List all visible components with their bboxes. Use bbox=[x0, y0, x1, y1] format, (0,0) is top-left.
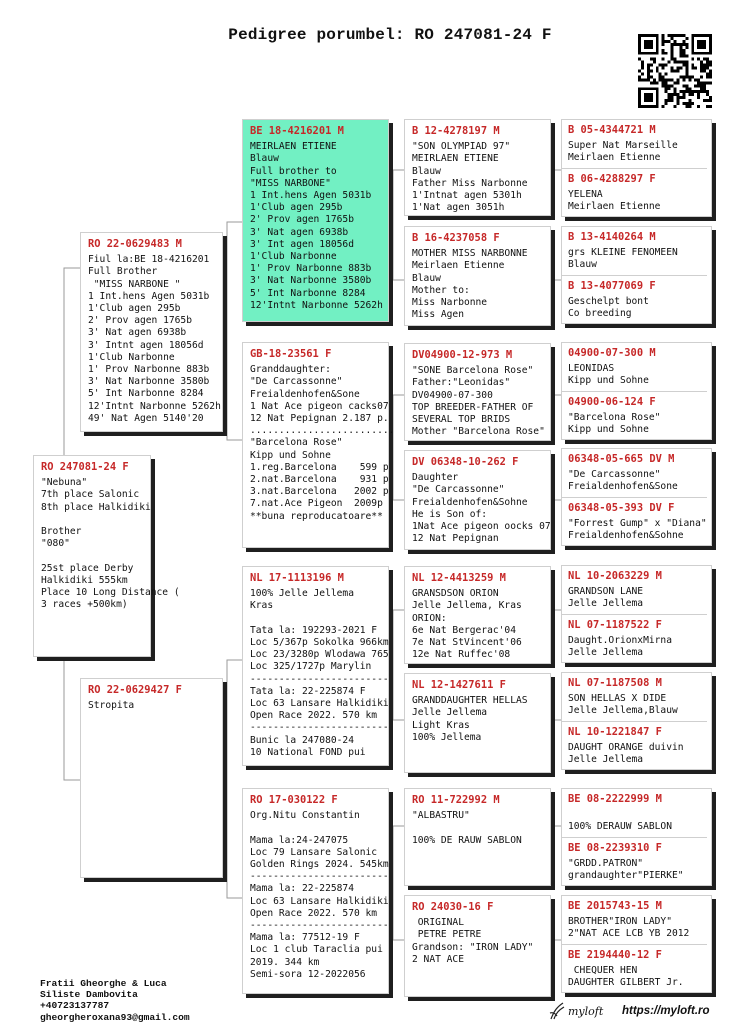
ring-number: RO 24030-16 F bbox=[412, 901, 494, 913]
pedigree-note-line: 3' Nat Narbonne 3580b bbox=[250, 275, 372, 287]
pedigree-note-line: Granddaughter: bbox=[250, 364, 331, 376]
pedigree-note-line: Halkidiki 555km bbox=[41, 574, 128, 586]
pedigree-note-line: Jelle Jellema, Kras bbox=[412, 600, 522, 612]
pedigree-note-line: 10 National FOND pui bbox=[250, 746, 366, 758]
gen5-top-entry[interactable] bbox=[568, 570, 707, 611]
ring-number: BE 08-2222999 M bbox=[568, 793, 662, 805]
gen5-bottom-entry[interactable] bbox=[562, 497, 707, 543]
pedigree-note-line: Meirlaen Etienne bbox=[568, 152, 661, 164]
pedigree-note-line: Loc 63 Lansare Halkidiki bbox=[250, 698, 389, 710]
ring-number: BE 2015743-15 M bbox=[568, 900, 662, 912]
pedigree-note-line: 7.nat.Ace Pigeon 2009p bbox=[250, 498, 383, 510]
pedigree-note-line: 12 Nat Pepignan 2.187 p. bbox=[250, 413, 389, 425]
pedigree-note-line: 1Nat Ace pigeon oocks 07 bbox=[412, 521, 551, 533]
pedigree-note-line: 1'Club agen 295b bbox=[88, 303, 181, 315]
ring-number: 06348-05-393 DV F bbox=[568, 502, 675, 514]
pedigree-note-line: Loc 1 club Taraclia pui bbox=[250, 944, 383, 956]
breeder-contact bbox=[40, 978, 190, 1023]
pedigree-note-line: Kipp und Sohne bbox=[250, 449, 331, 461]
pedigree-note-line: Tata la: 22-225874 F bbox=[250, 685, 366, 697]
pedigree-note-line: Light Kras bbox=[412, 719, 470, 731]
ring-number: 04900-07-300 M bbox=[568, 347, 656, 359]
pedigree-note-line: CHEQUER HEN bbox=[568, 965, 638, 977]
pedigree-note-line: Jelle Jellema bbox=[568, 754, 644, 766]
myloft-branding bbox=[548, 1000, 722, 1022]
pedigree-note-line: 12e Nat Ruffec'08 bbox=[412, 649, 511, 661]
pedigree-note-line: Loc 23/3280p Wlodawa 765 bbox=[250, 649, 389, 661]
ring-number: RO 17-030122 F bbox=[250, 794, 338, 806]
pedigree-note-line: 2 NAT ACE bbox=[412, 953, 464, 965]
pedigree-note-line: MEIRLAEN ETIENE bbox=[412, 153, 499, 165]
pedigree-note-line: 12'Intnt Narbonne 5262h bbox=[250, 299, 383, 311]
pedigree-note-line: 100% DE RAUW SABLON bbox=[412, 834, 522, 846]
page-title: Pedigree porumbel: RO 247081-24 F bbox=[228, 26, 552, 44]
pedigree-note-line: Jelle Jellema,Blauw bbox=[568, 705, 678, 717]
pedigree-note-line: Jelle Jellema bbox=[568, 647, 644, 659]
pedigree-note-line: 3.nat.Barcelona 2002 p bbox=[250, 486, 389, 498]
pedigree-note-line: Mother "Barcelona Rose" bbox=[412, 426, 545, 438]
gen5-bottom-entry[interactable] bbox=[562, 614, 707, 660]
pedigree-note-line: DAUGHT ORANGE duivin bbox=[568, 742, 684, 754]
pedigree-note-line: Freialdenhofen&Sohne bbox=[412, 496, 528, 508]
pedigree-note-line: Jelle Jellema bbox=[412, 707, 488, 719]
pedigree-note-line: Daughter bbox=[412, 472, 459, 484]
pedigree-note-line: Blauw bbox=[250, 153, 279, 165]
pedigree-note-line: 1'Club Narbonne bbox=[88, 351, 175, 363]
pedigree-box-gen4-1[interactable] bbox=[404, 119, 551, 216]
pedigree-note-line: 2.nat.Barcelona 931 p bbox=[250, 474, 389, 486]
pedigree-note-line: grandaughter"PIERKE" bbox=[568, 870, 684, 882]
pedigree-note-line: Semi-sora 12-2022056 bbox=[250, 968, 366, 980]
breeder-phone: +40723137787 bbox=[40, 1000, 110, 1012]
pedigree-note-line: GRANSDSON ORION bbox=[412, 588, 499, 600]
pedigree-note-line: Meirlaen Etienne bbox=[568, 201, 661, 213]
pedigree-note-line: ------------------------ bbox=[250, 920, 389, 932]
pedigree-note-line: Mother to: bbox=[412, 284, 470, 296]
pedigree-note-line: "Nebuna" bbox=[41, 477, 88, 489]
pedigree-note-line: Daught.OrionxMirna bbox=[568, 635, 672, 647]
pedigree-note-line: Full Brother bbox=[88, 266, 158, 278]
pedigree-box-gen4-7[interactable] bbox=[404, 788, 551, 886]
ring-number: NL 07-1187522 F bbox=[568, 619, 662, 631]
gen5-top-entry[interactable] bbox=[568, 231, 707, 272]
pedigree-note-line bbox=[412, 822, 544, 834]
pedigree-note-line: 2"NAT ACE LCB YB 2012 bbox=[568, 928, 690, 940]
pedigree-box-ss[interactable] bbox=[242, 119, 389, 322]
ring-number: BE 18-4216201 M bbox=[250, 125, 344, 137]
pedigree-note-line: Org.Nitu Constantin bbox=[250, 810, 360, 822]
pedigree-note-line: TOP BREEDER-FATHER OF bbox=[412, 401, 534, 413]
pedigree-note-line: 2019. 344 km bbox=[250, 956, 320, 968]
gen5-bottom-entry[interactable] bbox=[562, 837, 707, 883]
pedigree-note-line: "SON OLYMPIAD 97" bbox=[412, 141, 511, 153]
gen5-top-entry[interactable] bbox=[568, 677, 707, 718]
pedigree-note-line: "MISS NARBONE" bbox=[250, 177, 331, 189]
pedigree-note-line: Full brother to bbox=[250, 165, 337, 177]
breeder-email[interactable]: gheorgheroxana93@gmail.com bbox=[40, 1011, 190, 1023]
pedigree-note-line: 1' Prov Narbonne 883b bbox=[250, 263, 372, 275]
pedigree-note-line: ORIGINAL bbox=[412, 917, 464, 929]
pedigree-note-line bbox=[250, 613, 382, 625]
pedigree-note-line: Freialdenhofen&Sone bbox=[250, 388, 360, 400]
myloft-url-link[interactable]: https://myloft.ro bbox=[622, 1005, 710, 1017]
ring-number: RO 247081-24 F bbox=[41, 461, 129, 473]
pedigree-box-subject[interactable] bbox=[33, 455, 180, 657]
pedigree-box-gen5-pair-2[interactable] bbox=[561, 226, 712, 324]
pedigree-note-line bbox=[250, 822, 382, 834]
pedigree-note-line: 1' Prov Narbonne 883b bbox=[88, 364, 210, 376]
myloft-logo bbox=[548, 1000, 608, 1022]
ring-number: RO 22-0629427 F bbox=[88, 684, 182, 696]
pedigree-note-line: Golden Rings 2024. 545km bbox=[250, 859, 389, 870]
pedigree-note-line: Open Race 2022. 570 km bbox=[250, 710, 378, 722]
gen5-bottom-entry[interactable] bbox=[562, 168, 707, 214]
pedigree-note-line: "GRDD.PATRON" bbox=[568, 858, 644, 870]
ring-number: DV 06348-10-262 F bbox=[412, 456, 519, 468]
pedigree-note-line: 100% Jellema bbox=[412, 731, 482, 743]
pedigree-note-line: 1'Club Narbonne bbox=[250, 251, 337, 263]
ring-number: BE 08-2239310 F bbox=[568, 842, 662, 854]
pedigree-note-line: 7th place Salonic bbox=[41, 489, 140, 501]
pedigree-note-line: 3' Int agen 18056d bbox=[250, 238, 354, 250]
pedigree-note-line: Father Miss Narbonne bbox=[412, 177, 528, 189]
pedigree-note-line: MEIRLAEN ETIENE bbox=[250, 141, 337, 153]
ring-number: B 06-4288297 F bbox=[568, 173, 656, 185]
pedigree-box-gen5-pair-3[interactable] bbox=[561, 342, 712, 440]
pedigree-box-gen4-5[interactable] bbox=[404, 566, 551, 664]
pedigree-note-line: Open Race 2022. 570 km bbox=[250, 907, 378, 919]
ring-number: NL 07-1187508 M bbox=[568, 677, 662, 689]
pedigree-note-line: 49' Nat Agen 5140'20 bbox=[88, 412, 204, 424]
pedigree-note-line: Fiul la:BE 18-4216201 bbox=[88, 254, 210, 266]
pedigree-note-line: Freialdenhofen&Sohne bbox=[568, 530, 684, 542]
pedigree-note-line: 6e Nat Bergerac'04 bbox=[412, 624, 516, 636]
pedigree-note-line: Mama la: 77512-19 F bbox=[250, 932, 360, 944]
pedigree-note-line: 1 Int.hens Agen 5031b bbox=[250, 190, 372, 202]
pedigree-note-line: Meirlaen Etienne bbox=[412, 260, 505, 272]
pedigree-note-line: "De Carcassonne" bbox=[250, 376, 343, 388]
pedigree-note-line: "Forrest Gump" x "Diana" bbox=[568, 518, 707, 530]
pedigree-note-line: 1.reg.Barcelona 599 p bbox=[250, 461, 389, 473]
ring-number: BE 2194440-12 F bbox=[568, 949, 662, 961]
pedigree-note-line: "080" bbox=[41, 538, 70, 550]
pedigree-box-gen5-pair-1[interactable] bbox=[561, 119, 712, 217]
pedigree-note-line: 1'Club agen 295b bbox=[250, 202, 343, 214]
pedigree-box-sd[interactable] bbox=[242, 342, 395, 548]
pedigree-note-line: Bunic la 247080-24 bbox=[250, 734, 354, 746]
pedigree-note-line: Kipp und Sohne bbox=[568, 424, 649, 436]
pedigree-box-gen5-pair-5[interactable] bbox=[561, 565, 712, 663]
pedigree-box-gen4-4[interactable] bbox=[404, 450, 551, 550]
pigeon-logo-icon bbox=[548, 1001, 566, 1021]
pedigree-note-line: 1'Nat agen 3051h bbox=[412, 202, 505, 214]
pedigree-note-line: Mama la:24-247075 bbox=[250, 834, 349, 846]
pedigree-note-line: Loc 63 Lansare Halkidiki bbox=[250, 895, 389, 907]
ring-number: B 13-4140264 M bbox=[568, 231, 656, 243]
pedigree-note-line: 1 Nat Ace pigeon cacks07 bbox=[250, 400, 389, 412]
pedigree-box-gen5-pair-7[interactable] bbox=[561, 788, 712, 886]
qr-code-icon bbox=[638, 34, 712, 108]
pedigree-note-line: "Barcelona Rose" bbox=[250, 437, 343, 449]
pedigree-note-line: Blauw bbox=[568, 259, 597, 271]
pedigree-box-gen5-pair-6[interactable] bbox=[561, 672, 712, 770]
pedigree-note-line: 3' Intnt agen 18056d bbox=[88, 339, 204, 351]
pedigree-note-line: 1'Intnat agen 5301h bbox=[412, 190, 522, 202]
pedigree-box-ds[interactable] bbox=[242, 566, 389, 766]
pedigree-note-line: DV04900-07-300 bbox=[412, 389, 493, 401]
myloft-logo-text: myloft bbox=[568, 1005, 604, 1018]
pedigree-note-line: He is Son of: bbox=[412, 508, 488, 520]
breeder-name: Fratii Gheorghe & Luca bbox=[40, 978, 167, 989]
pedigree-note-line: ......................... bbox=[250, 425, 395, 437]
ring-number: B 16-4237058 F bbox=[412, 232, 500, 244]
pedigree-note-line: "ALBASTRU" bbox=[412, 810, 470, 822]
pedigree-note-line: 3' Nat agen 6938b bbox=[88, 327, 187, 339]
pedigree-note-line: Miss Narbonne bbox=[412, 297, 488, 309]
pedigree-box-gen4-6[interactable] bbox=[404, 673, 551, 773]
pedigree-note-line: DAUGHTER GILBERT Jr. bbox=[568, 977, 684, 989]
pedigree-note-line: MOTHER MISS NARBONNE bbox=[412, 248, 528, 260]
pedigree-box-gen4-2[interactable] bbox=[404, 226, 551, 326]
pedigree-note-line: GRANDDAUGHTER HELLAS bbox=[412, 695, 528, 707]
pedigree-note-line: Loc 5/367p Sokolka 966km bbox=[250, 637, 389, 648]
ring-number: NL 12-4413259 M bbox=[412, 572, 506, 584]
gen5-bottom-entry[interactable] bbox=[562, 391, 707, 437]
pedigree-note-line bbox=[41, 550, 144, 562]
pedigree-note-line: Co breeding bbox=[568, 308, 632, 320]
pedigree-note-line: "De Carcassonne" bbox=[412, 484, 505, 496]
pedigree-note-line: Loc 325/1727p Marylin bbox=[250, 661, 372, 673]
pedigree-note-line: ------------------------ bbox=[250, 673, 389, 685]
pedigree-note-line: Kras bbox=[250, 600, 274, 612]
pedigree-note-line: 12 Nat Pepignan bbox=[412, 533, 499, 545]
ring-number: 06348-05-665 DV M bbox=[568, 453, 675, 465]
pedigree-note-line: ------------------------ bbox=[250, 871, 389, 883]
ring-number: B 12-4278197 M bbox=[412, 125, 500, 137]
pedigree-note-line: SEVERAL TOP BRIDS bbox=[412, 414, 511, 426]
pedigree-note-line: 2' Prov agen 1765b bbox=[250, 214, 354, 226]
pedigree-note-line: Super Nat Marseille bbox=[568, 140, 678, 152]
pedigree-note-line: 100% DERAUW SABLON bbox=[568, 821, 672, 833]
pedigree-note-line: 3' Nat agen 6938b bbox=[250, 226, 349, 238]
pedigree-box-gen4-8[interactable] bbox=[404, 895, 551, 997]
ring-number: NL 10-1221847 F bbox=[568, 726, 662, 738]
pedigree-box-gen5-pair-4[interactable] bbox=[561, 448, 712, 546]
pedigree-note-line: BROTHER"IRON LADY" bbox=[568, 916, 672, 928]
gen5-top-entry[interactable] bbox=[568, 900, 707, 941]
pedigree-note-line: 7e Nat StVincent'06 bbox=[412, 637, 522, 649]
pedigree-note-line: ------------------------ bbox=[250, 722, 389, 734]
ring-number: NL 17-1113196 M bbox=[250, 572, 344, 584]
pedigree-note-line: ORION: bbox=[412, 612, 447, 624]
pedigree-note-line: SON HELLAS X DIDE bbox=[568, 693, 667, 705]
pedigree-box-sire[interactable] bbox=[80, 232, 223, 432]
pedigree-note-line: Geschelpt bont bbox=[568, 296, 649, 308]
pedigree-note-line: 3' Nat Narbonne 3580b bbox=[88, 376, 210, 388]
pedigree-note-line: **buna reproducatoare** bbox=[250, 510, 383, 522]
pedigree-note-line: Brother bbox=[41, 526, 82, 537]
pedigree-note-line: Blauw bbox=[412, 165, 441, 177]
pedigree-note-line bbox=[568, 809, 707, 821]
ring-number: B 13-4077069 F bbox=[568, 280, 656, 292]
gen5-top-entry[interactable] bbox=[568, 347, 707, 388]
ring-number: RO 22-0629483 M bbox=[88, 238, 182, 250]
gen5-top-entry[interactable] bbox=[568, 793, 707, 834]
pedigree-note-line: PETRE PETRE bbox=[412, 929, 482, 941]
breeder-location: Siliste Dambovita bbox=[40, 989, 138, 1001]
pedigree-note-line: Place 10 Long Distance ( bbox=[41, 587, 180, 598]
pedigree-note-line: 1 Int.hens Agen 5031b bbox=[88, 290, 210, 302]
pedigree-note-line: 100% Jelle Jellema bbox=[250, 588, 354, 600]
ring-number: NL 12-1427611 F bbox=[412, 679, 506, 691]
pedigree-note-line: Freialdenhofen&Sone bbox=[568, 481, 678, 493]
pedigree-note-line: Mama la: 22-225874 bbox=[250, 883, 354, 895]
pedigree-note-line: YELENA bbox=[568, 189, 603, 201]
ring-number: DV04900-12-973 M bbox=[412, 349, 513, 361]
pedigree-note-line: GRANDSON LANE bbox=[568, 586, 644, 598]
gen5-top-entry[interactable] bbox=[568, 124, 707, 165]
pedigree-note-line: 5' Int Narbonne 8284 bbox=[88, 388, 204, 400]
pedigree-note-line: 25st place Derby bbox=[41, 562, 134, 574]
gen5-top-entry[interactable] bbox=[568, 453, 707, 494]
pedigree-note-line: Kipp und Sohne bbox=[568, 375, 649, 387]
gen5-bottom-entry[interactable] bbox=[562, 721, 707, 767]
gen5-bottom-entry[interactable] bbox=[562, 944, 707, 990]
pedigree-note-line: Tata la: 192293-2021 F bbox=[250, 624, 378, 636]
pedigree-note-line: LEONIDAS bbox=[568, 363, 615, 375]
pedigree-note-line: Father:"Leonidas" bbox=[412, 377, 511, 389]
gen5-bottom-entry[interactable] bbox=[562, 275, 707, 321]
pedigree-note-line: "Barcelona Rose" bbox=[568, 412, 661, 424]
pedigree-note-line: Grandson: "IRON LADY" bbox=[412, 941, 534, 953]
ring-number: NL 10-2063229 M bbox=[568, 570, 662, 582]
pedigree-note-line: 2' Prov agen 1765b bbox=[88, 315, 192, 327]
pedigree-note-line bbox=[41, 514, 144, 526]
pedigree-note-line: Blauw bbox=[412, 272, 441, 284]
ring-number: RO 11-722992 M bbox=[412, 794, 500, 806]
pedigree-note-line: "SONE Barcelona Rose" bbox=[412, 365, 534, 377]
pedigree-note-line: Miss Agen bbox=[412, 309, 464, 321]
pedigree-note-line: Jelle Jellema bbox=[568, 598, 644, 610]
pedigree-box-gen4-3[interactable] bbox=[404, 343, 551, 441]
pedigree-box-gen5-pair-8[interactable] bbox=[561, 895, 712, 993]
ring-number: GB-18-23561 F bbox=[250, 348, 332, 360]
pedigree-note-line: "MISS NARBONE " bbox=[88, 278, 181, 290]
ring-number: B 05-4344721 M bbox=[568, 124, 656, 136]
pedigree-note-line: Stropita bbox=[88, 700, 135, 712]
pedigree-note-line: 5' Int Narbonne 8284 bbox=[250, 287, 366, 299]
pedigree-note-line: 8th place Halkidiki bbox=[41, 501, 151, 513]
pedigree-note-line: 12'Intnt Narbonne 5262h bbox=[88, 400, 221, 412]
pedigree-note-line: Loc 79 Lansare Salonic bbox=[250, 846, 378, 858]
pedigree-note-line: grs KLEINE FENOMEEN bbox=[568, 247, 678, 259]
pedigree-box-dd[interactable] bbox=[242, 788, 389, 994]
pedigree-note-line: "De Carcassonne" bbox=[568, 469, 661, 481]
pedigree-note-line: 3 races +500km) bbox=[41, 599, 128, 611]
ring-number: 04900-06-124 F bbox=[568, 396, 656, 408]
pedigree-box-dam[interactable] bbox=[80, 678, 223, 878]
